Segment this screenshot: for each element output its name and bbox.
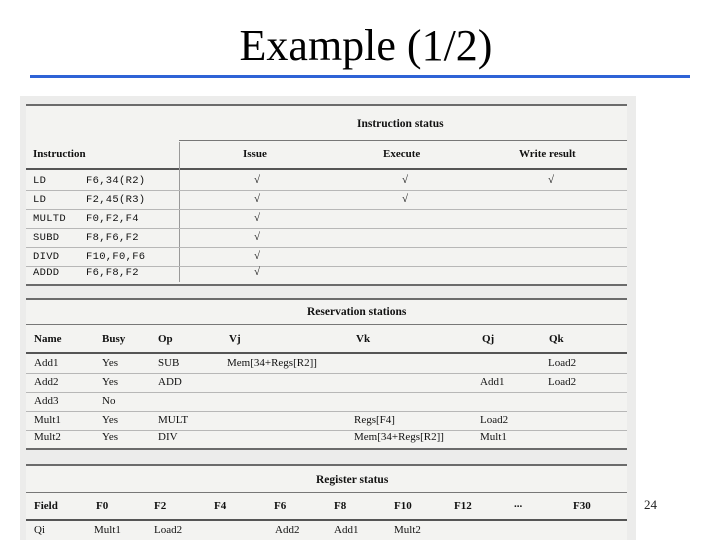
title-underline [30,75,690,78]
table-row [26,374,627,393]
qi-f8: Add1 [334,524,359,536]
caption-rule [26,492,627,493]
page-number: 24 [644,497,657,512]
rs-qj: Mult1 [480,431,507,443]
rs-busy: Yes [102,357,119,369]
rs-op: DIV [158,431,178,443]
table-row [26,172,627,191]
execute-check: √ [402,174,409,186]
qi-f6: Add2 [275,524,300,536]
register-f2-header: F2 [154,500,167,512]
caption-rule [179,140,627,141]
rs-qk: Load2 [548,376,577,388]
write-check: √ [548,174,555,186]
instr-op: LD [33,194,47,206]
header-vk: Vk [356,333,371,345]
instr-operands: F8,F6,F2 [86,232,139,244]
qi-label: Qi [34,524,45,536]
issue-check: √ [254,193,261,205]
instr-operands: F6,F8,F2 [86,267,139,279]
register-f8-header: F8 [334,500,347,512]
instr-op: LD [33,175,47,187]
rs-busy: Yes [102,431,119,443]
issue-check: √ [254,266,261,278]
register-f4-header: F4 [214,500,227,512]
issue-check: √ [254,231,261,243]
rs-op: ADD [158,376,182,388]
rs-busy: No [102,395,116,407]
register-f12-header: F12 [454,500,472,512]
table-row [26,355,627,374]
field-header: Field [34,500,58,512]
issue-check: √ [254,212,261,224]
instr-op: DIVD [33,251,60,263]
rs-vj: Mem[34+Regs[R2]] [227,357,317,369]
rs-name: Mult2 [34,431,61,443]
scanned-table-figure [20,96,636,540]
issue-check: √ [254,250,261,262]
header-qk: Qk [549,333,564,345]
qi-f0: Mult1 [94,524,121,536]
header-rule [26,352,627,354]
qi-f10: Mult2 [394,524,421,536]
rs-name: Add3 [34,395,59,407]
header-vj: Vj [229,333,241,345]
header-rule [26,168,627,170]
header-op: Op [158,333,173,345]
register-f10-header: F10 [394,500,412,512]
table-row [26,393,627,412]
rs-vk: Mem[34+Regs[R2]] [354,431,444,443]
instr-op: ADDD [33,267,60,279]
header-execute: Execute [383,148,421,160]
instr-operands: F2,45(R3) [86,194,146,206]
instr-op: MULTD [33,213,67,225]
header-name: Name [34,333,62,345]
reservation-stations-panel [26,298,627,450]
rs-name: Mult1 [34,414,61,426]
qi-f2: Load2 [154,524,183,536]
register-f0-header: F0 [96,500,109,512]
table-row [26,429,627,448]
rs-qj: Load2 [480,414,509,426]
reservation-stations-caption: Reservation stations [307,306,407,318]
rs-name: Add2 [34,376,59,388]
caption-rule [26,324,627,325]
header-issue: Issue [243,148,267,160]
header-busy: Busy [102,333,126,345]
instr-operands: F6,34(R2) [86,175,146,187]
rs-busy: Yes [102,376,119,388]
table-row [26,191,627,210]
register-status-caption: Register status [316,474,389,486]
table-row [26,229,627,248]
rs-qk: Load2 [548,357,577,369]
rs-busy: Yes [102,414,119,426]
issue-check: √ [254,174,261,186]
register-f6-header: F6 [274,500,287,512]
instruction-status-caption: Instruction status [357,118,444,130]
register-f30-header: F30 [573,500,591,512]
header-instruction: Instruction [33,148,86,160]
register-ellipsis-header: ... [514,498,523,510]
rs-op: MULT [158,414,189,426]
instr-operands: F0,F2,F4 [86,213,139,225]
register-status-panel [26,464,627,540]
instr-operands: F10,F0,F6 [86,251,146,263]
table-row [26,210,627,229]
header-rule [26,519,627,521]
instruction-status-panel [26,104,627,286]
rs-vk: Regs[F4] [354,414,395,426]
rs-name: Add1 [34,357,59,369]
execute-check: √ [402,193,409,205]
rs-qj: Add1 [480,376,505,388]
header-qj: Qj [482,333,495,345]
rs-op: SUB [158,357,180,369]
header-write-result: Write result [519,148,576,160]
table-row [26,264,627,283]
slide-title: Example (1/2) [239,21,493,70]
instr-op: SUBD [33,232,60,244]
